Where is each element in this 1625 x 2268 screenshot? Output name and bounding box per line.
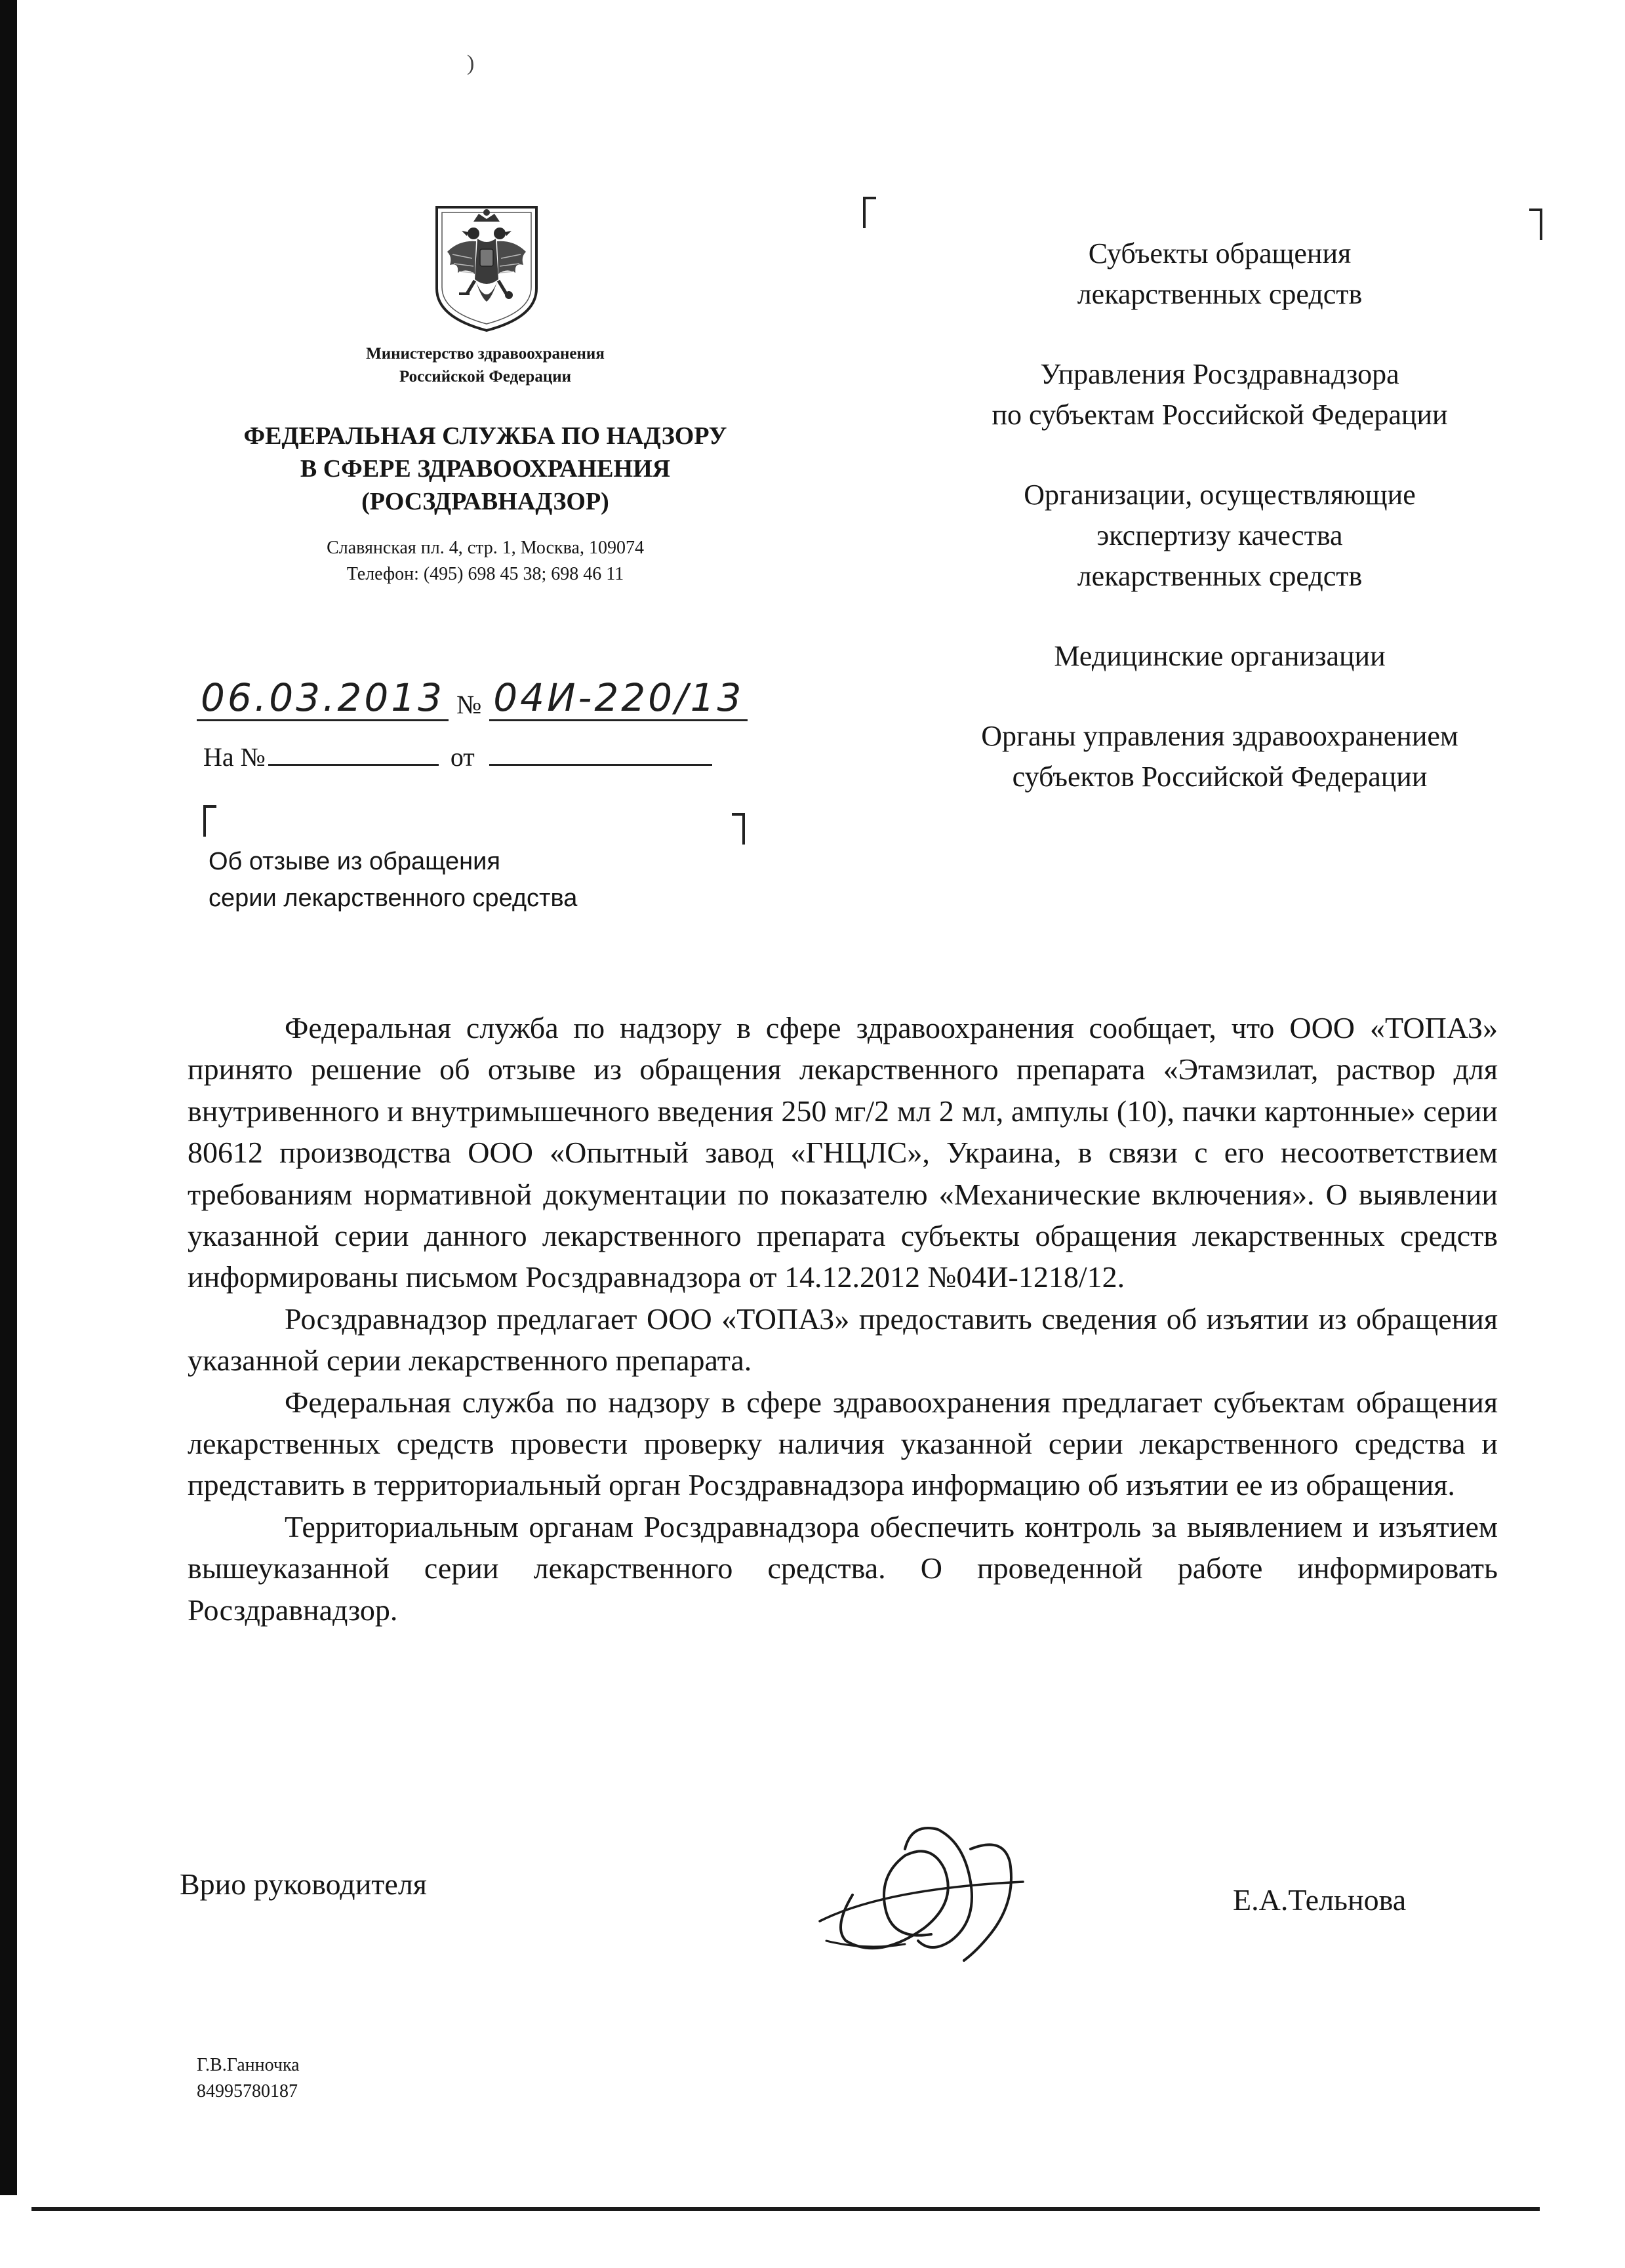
addressee-line: Медицинские организации [1054, 640, 1386, 672]
body-paragraph: Федеральная служба по надзору в сфере здравоохранения предлагает субъектам обращения лекарственных средств провести проверку наличия указанной серии лекарственного средства и представить в территориальный орган Росздравнадзора информацию об изъятии ее из обращения. [188, 1385, 1498, 1502]
agency-contacts [197, 535, 774, 587]
addressee [912, 636, 1528, 677]
subject-corner-right [732, 813, 745, 845]
body-paragraph: Росздравнадзор предлагает ООО «ТОПАЗ» предоставить сведения об изъятии из обращения указанной серии лекарственного препарата. [188, 1302, 1498, 1378]
addressee-corner-left [863, 197, 876, 228]
ministry-name-line: Министерство здравоохранения [366, 345, 605, 363]
subject-line: серии лекарственного средства [209, 885, 578, 912]
signer-name: Е.А.Тельнова [1233, 1883, 1407, 1917]
addressee-line: экспертизу качества [1096, 519, 1343, 551]
number-sign: № [456, 690, 482, 719]
subject-line: Об отзыве из обращения [209, 848, 500, 875]
addressee-line: лекарственных средств [1077, 560, 1363, 592]
addressee [912, 233, 1528, 315]
agency-name-line: В СФЕРЕ ЗДРАВООХРАНЕНИЯ [300, 455, 671, 483]
agency-address-line: Славянская пл. 4, стр. 1, Москва, 109074 [327, 538, 644, 558]
reply-number-blank [268, 742, 439, 766]
reply-from-label: от [450, 742, 475, 772]
addressee-line: лекарственных средств [1077, 278, 1363, 310]
addressee-line: Управления Росздравнадзора [1040, 358, 1399, 390]
agency-name-line: (РОСЗДРАВНАДЗОР) [361, 488, 609, 515]
registration-date: 06.03.2013 [197, 676, 449, 721]
addressee-line: по субъектам Российской Федерации [992, 399, 1448, 431]
addressee-line: Организации, осуществляющие [1024, 479, 1416, 511]
letter-body [188, 1007, 1498, 1631]
signer-title: Врио руководителя [180, 1867, 427, 1901]
addressee-line: Органы управления здравоохранением [981, 720, 1458, 752]
executor-phone: 84995780187 [197, 2081, 298, 2101]
addressee-line: субъектов Российской Федерации [1012, 761, 1428, 793]
reply-date-blank [489, 742, 712, 766]
executor-name: Г.В.Ганночка [197, 2055, 300, 2075]
addressee-corner-right [1529, 209, 1542, 240]
ministry-name [230, 342, 741, 388]
addressee-block [912, 233, 1528, 797]
addressee [912, 354, 1528, 435]
addressee [912, 475, 1528, 597]
executor-block [197, 2052, 300, 2105]
reply-reference [203, 741, 712, 774]
agency-name-line: ФЕДЕРАЛЬНАЯ СЛУЖБА ПО НАДЗОРУ [243, 422, 727, 450]
agency-name [164, 420, 807, 518]
reply-number-label: На № [203, 742, 266, 772]
scan-edge-bottom [31, 2207, 1540, 2211]
body-paragraph: Федеральная служба по надзору в сфере здравоохранения сообщает, что ООО «ТОПАЗ» принято решение об отзыве из обращения лекарственного препарата «Этамзилат, раствор для внутривенного и внутримышечного введения 250 мг/2 мл 2 мл, ампулы (10), пачки картонные» серии 80612 производства ООО «Опытный завод «ГНЦЛС», Украина, в связи с его несоответствием требованиям нормативной документации по показателю «Механические включения». О выявлении указанной серии данного лекарственного препарата субъекты обращения лекарственных средств информированы письмом Росздравнадзора от 14.12.2012 №04И-1218/12. [188, 1011, 1498, 1294]
registration-line [197, 662, 748, 721]
scan-speck: ) [467, 51, 475, 75]
coat-of-arms-icon [433, 202, 540, 333]
handwritten-signature [807, 1810, 1030, 1974]
ministry-name-line: Российской Федерации [399, 368, 572, 386]
agency-phone-line: Телефон: (495) 698 45 38; 698 46 11 [346, 564, 624, 584]
addressee [912, 716, 1528, 797]
letter-subject [209, 843, 707, 917]
scan-edge-left [0, 0, 17, 2195]
subject-corner-left [203, 805, 216, 837]
addressee-line: Субъекты обращения [1088, 237, 1352, 269]
registration-number: 04И-220/13 [489, 676, 748, 721]
body-paragraph: Территориальным органам Росздравнадзора обеспечить контроль за выявлением и изъятием вышеуказанной серии лекарственного средства. О проведенной работе информировать Росздравнадзор. [188, 1509, 1498, 1627]
